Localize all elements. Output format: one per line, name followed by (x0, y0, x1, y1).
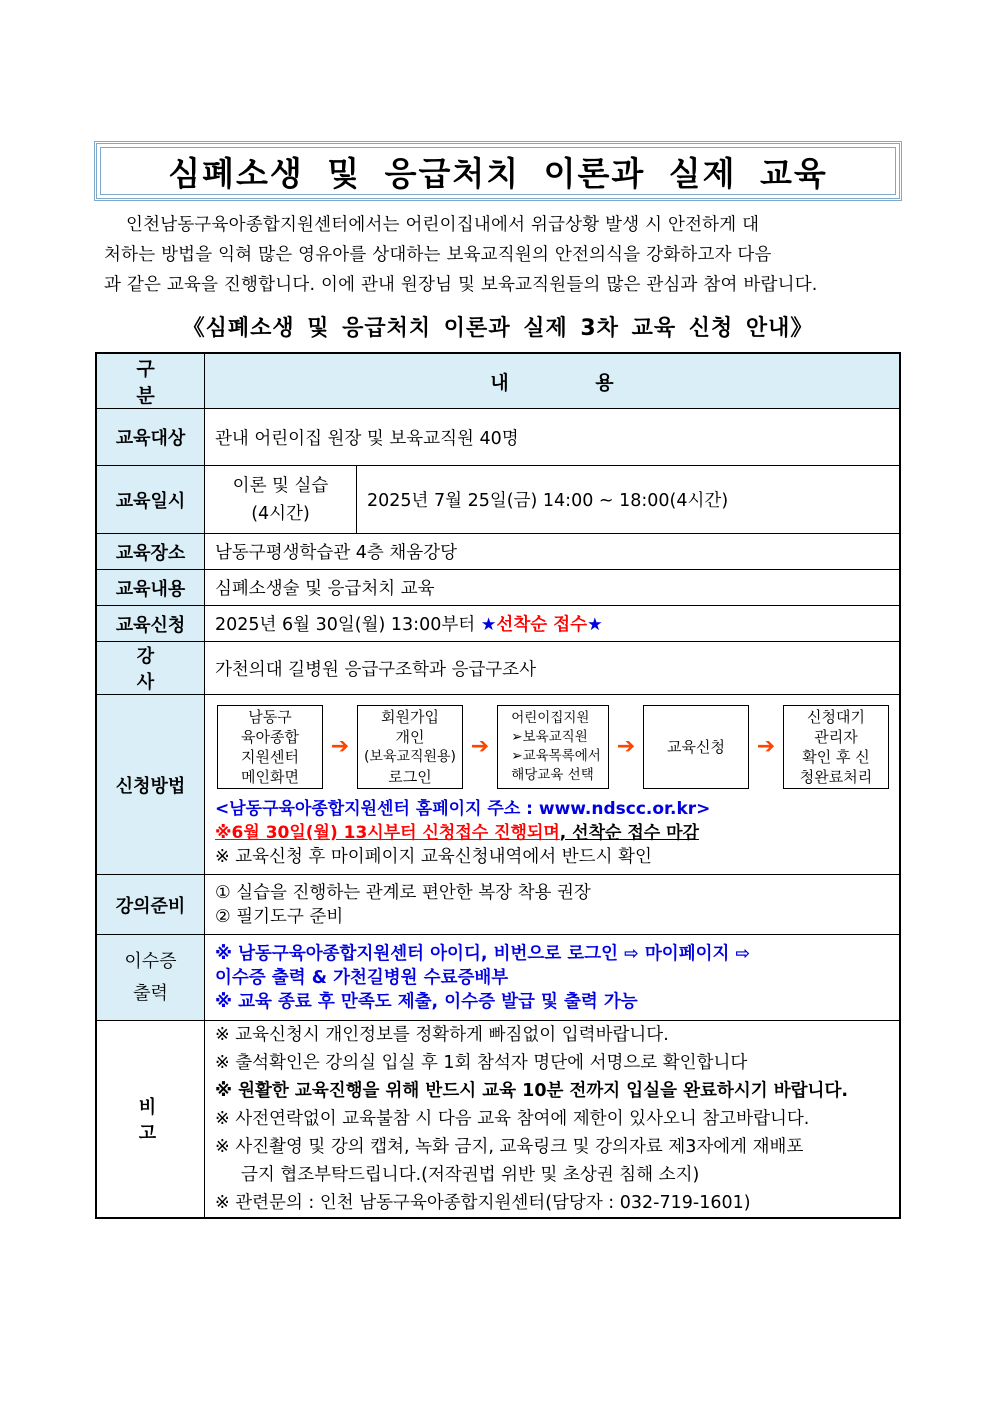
notice-black: , 선착순 접수 마감 (559, 822, 699, 843)
remark-item: 금지 협조부탁드립니다.(저작권법 위반 및 초상권 침해 소지) (241, 1165, 700, 1185)
header-category: 구 분 (96, 353, 205, 409)
remarks-cell (205, 1021, 901, 1219)
application-notice (215, 821, 889, 845)
row-label: 교육대상 (96, 409, 205, 466)
table-row-apply (96, 606, 900, 642)
row-label: 강 사 (96, 642, 205, 695)
row-label: 교육신청 (96, 606, 205, 642)
flow-step-login: 회원가입 개인 (보육교직원용) 로그인 (357, 705, 463, 789)
flow-step-approval: 신청대기 관리자 확인 후 신 청완료처리 (783, 705, 889, 789)
table-row-certificate (96, 935, 900, 1021)
remark-item: ※ 사전연락없이 교육불참 시 다음 교육 참여에 제한이 있사오니 참고바랍니다. (215, 1109, 810, 1129)
header-content: 내 용 (205, 353, 901, 409)
application-flow (217, 705, 889, 789)
certificate-cell (205, 935, 901, 1021)
table-row-target (96, 409, 900, 466)
date-type-cell (205, 466, 357, 534)
arrow-right-icon: ➔ (616, 734, 636, 759)
page-title: 심폐소생 및 응급처치 이론과 실제 교육 (100, 147, 896, 195)
table-row-method (96, 695, 900, 875)
notice-red: ※6월 30일(월) 13시부터 신청접수 진행되며 (215, 822, 560, 843)
row-label: 강의준비 (96, 875, 205, 935)
row-label: 비 고 (96, 1021, 205, 1219)
arrow-right-icon: ➔ (756, 734, 776, 759)
row-value: 남동구평생학습관 4층 채움강당 (205, 534, 901, 570)
prep-item: ② 필기도구 준비 (215, 906, 344, 927)
table-row-lecturer (96, 642, 900, 695)
row-label: 교육일시 (96, 466, 205, 534)
first-come-text: 선착순 접수 (496, 615, 588, 635)
flow-step-main-page: 남동구 육아종합 지원센터 메인화면 (217, 705, 323, 789)
remark-item: ※ 원활한 교육진행을 위해 반드시 교육 10분 전까지 입실을 완료하시기 바랍니다. (215, 1081, 848, 1101)
homepage-link[interactable]: <남동구육아종합지원센터 홈페이지 주소 : www.ndscc.or.kr> (215, 798, 711, 819)
row-label: 교육내용 (96, 570, 205, 606)
arrow-right-icon: ➔ (470, 734, 490, 759)
row-value: 심폐소생술 및 응급처치 교육 (205, 570, 901, 606)
row-label: 교육장소 (96, 534, 205, 570)
remark-item: ※ 교육신청시 개인정보를 정확하게 빠짐없이 입력바랍니다. (215, 1025, 669, 1045)
date-value: 2025년 7월 25일(금) 14:00 ~ 18:00(4시간) (357, 466, 901, 534)
remark-item: ※ 관련문의 : 인천 남동구육아종합지원센터(담당자 : 032-719-1601) (215, 1193, 751, 1213)
row-value (205, 606, 901, 642)
method-cell (205, 695, 901, 875)
flow-step-apply: 교육신청 (643, 705, 749, 789)
date-type-line2: (4시간) (251, 503, 310, 524)
table-row-remarks (96, 1021, 900, 1219)
table-row-prep (96, 875, 900, 935)
table-row-date (96, 466, 900, 534)
apply-date: 2025년 6월 30일(월) 13:00부터 (215, 615, 481, 635)
flow-step-select-course: 어린이집지원 ➢보육교직원 ➢교육목록에서 해당교육 선택 (497, 705, 609, 789)
table-row-content (96, 570, 900, 606)
first-come-badge: ★선착순 접수★ (480, 615, 603, 635)
prep-item: ① 실습을 진행하는 관계로 편안한 복장 착용 권장 (215, 882, 591, 903)
table-header-row (96, 353, 900, 409)
intro-line: 처하는 방법을 익혀 많은 영유아를 상대하는 보육교직원의 안전의식을 강화하고자 다음 (104, 245, 772, 265)
cert-line: 이수증 출력 & 가천길병원 수료증배부 (215, 967, 509, 988)
row-label: 신청방법 (96, 695, 205, 875)
intro-line: 과 같은 교육을 진행합니다. 이에 관내 원장님 및 보육교직원들의 많은 관심과 참여 바랍니다. (104, 275, 818, 295)
row-value: 관내 어린이집 원장 및 보육교직원 40명 (205, 409, 901, 466)
info-table (95, 352, 901, 1219)
mypage-check-note: ※ 교육신청 후 마이페이지 교육신청내역에서 반드시 확인 (215, 846, 652, 867)
remark-item: ※ 사진촬영 및 강의 캡쳐, 녹화 금지, 교육링크 및 강의자료 제3자에게 재배포 (215, 1137, 804, 1157)
prep-cell (205, 875, 901, 935)
remark-item: ※ 출석확인은 강의실 입실 후 1회 참석자 명단에 서명으로 확인합니다 (215, 1053, 748, 1073)
row-value: 가천의대 길병원 응급구조학과 응급구조사 (205, 642, 901, 695)
cert-line: ※ 남동구육아종합지원센터 아이디, 비번으로 로그인 ⇨ 마이페이지 ⇨ (215, 943, 751, 964)
intro-line: 인천남동구육아종합지원센터에서는 어린이집내에서 위급상황 발생 시 안전하게 대 (126, 215, 760, 235)
intro-paragraph (104, 210, 892, 300)
section-subtitle: 《심폐소생 및 응급처치 이론과 실제 3차 교육 신청 안내》 (182, 316, 814, 341)
date-type-line1: 이론 및 실습 (232, 475, 329, 496)
arrow-right-icon: ➔ (330, 734, 350, 759)
cert-line: ※ 교육 종료 후 만족도 제출, 이수증 발급 및 출력 가능 (215, 991, 638, 1012)
title-box (94, 141, 902, 201)
table-row-place (96, 534, 900, 570)
row-label: 이수증 출력 (96, 935, 205, 1021)
